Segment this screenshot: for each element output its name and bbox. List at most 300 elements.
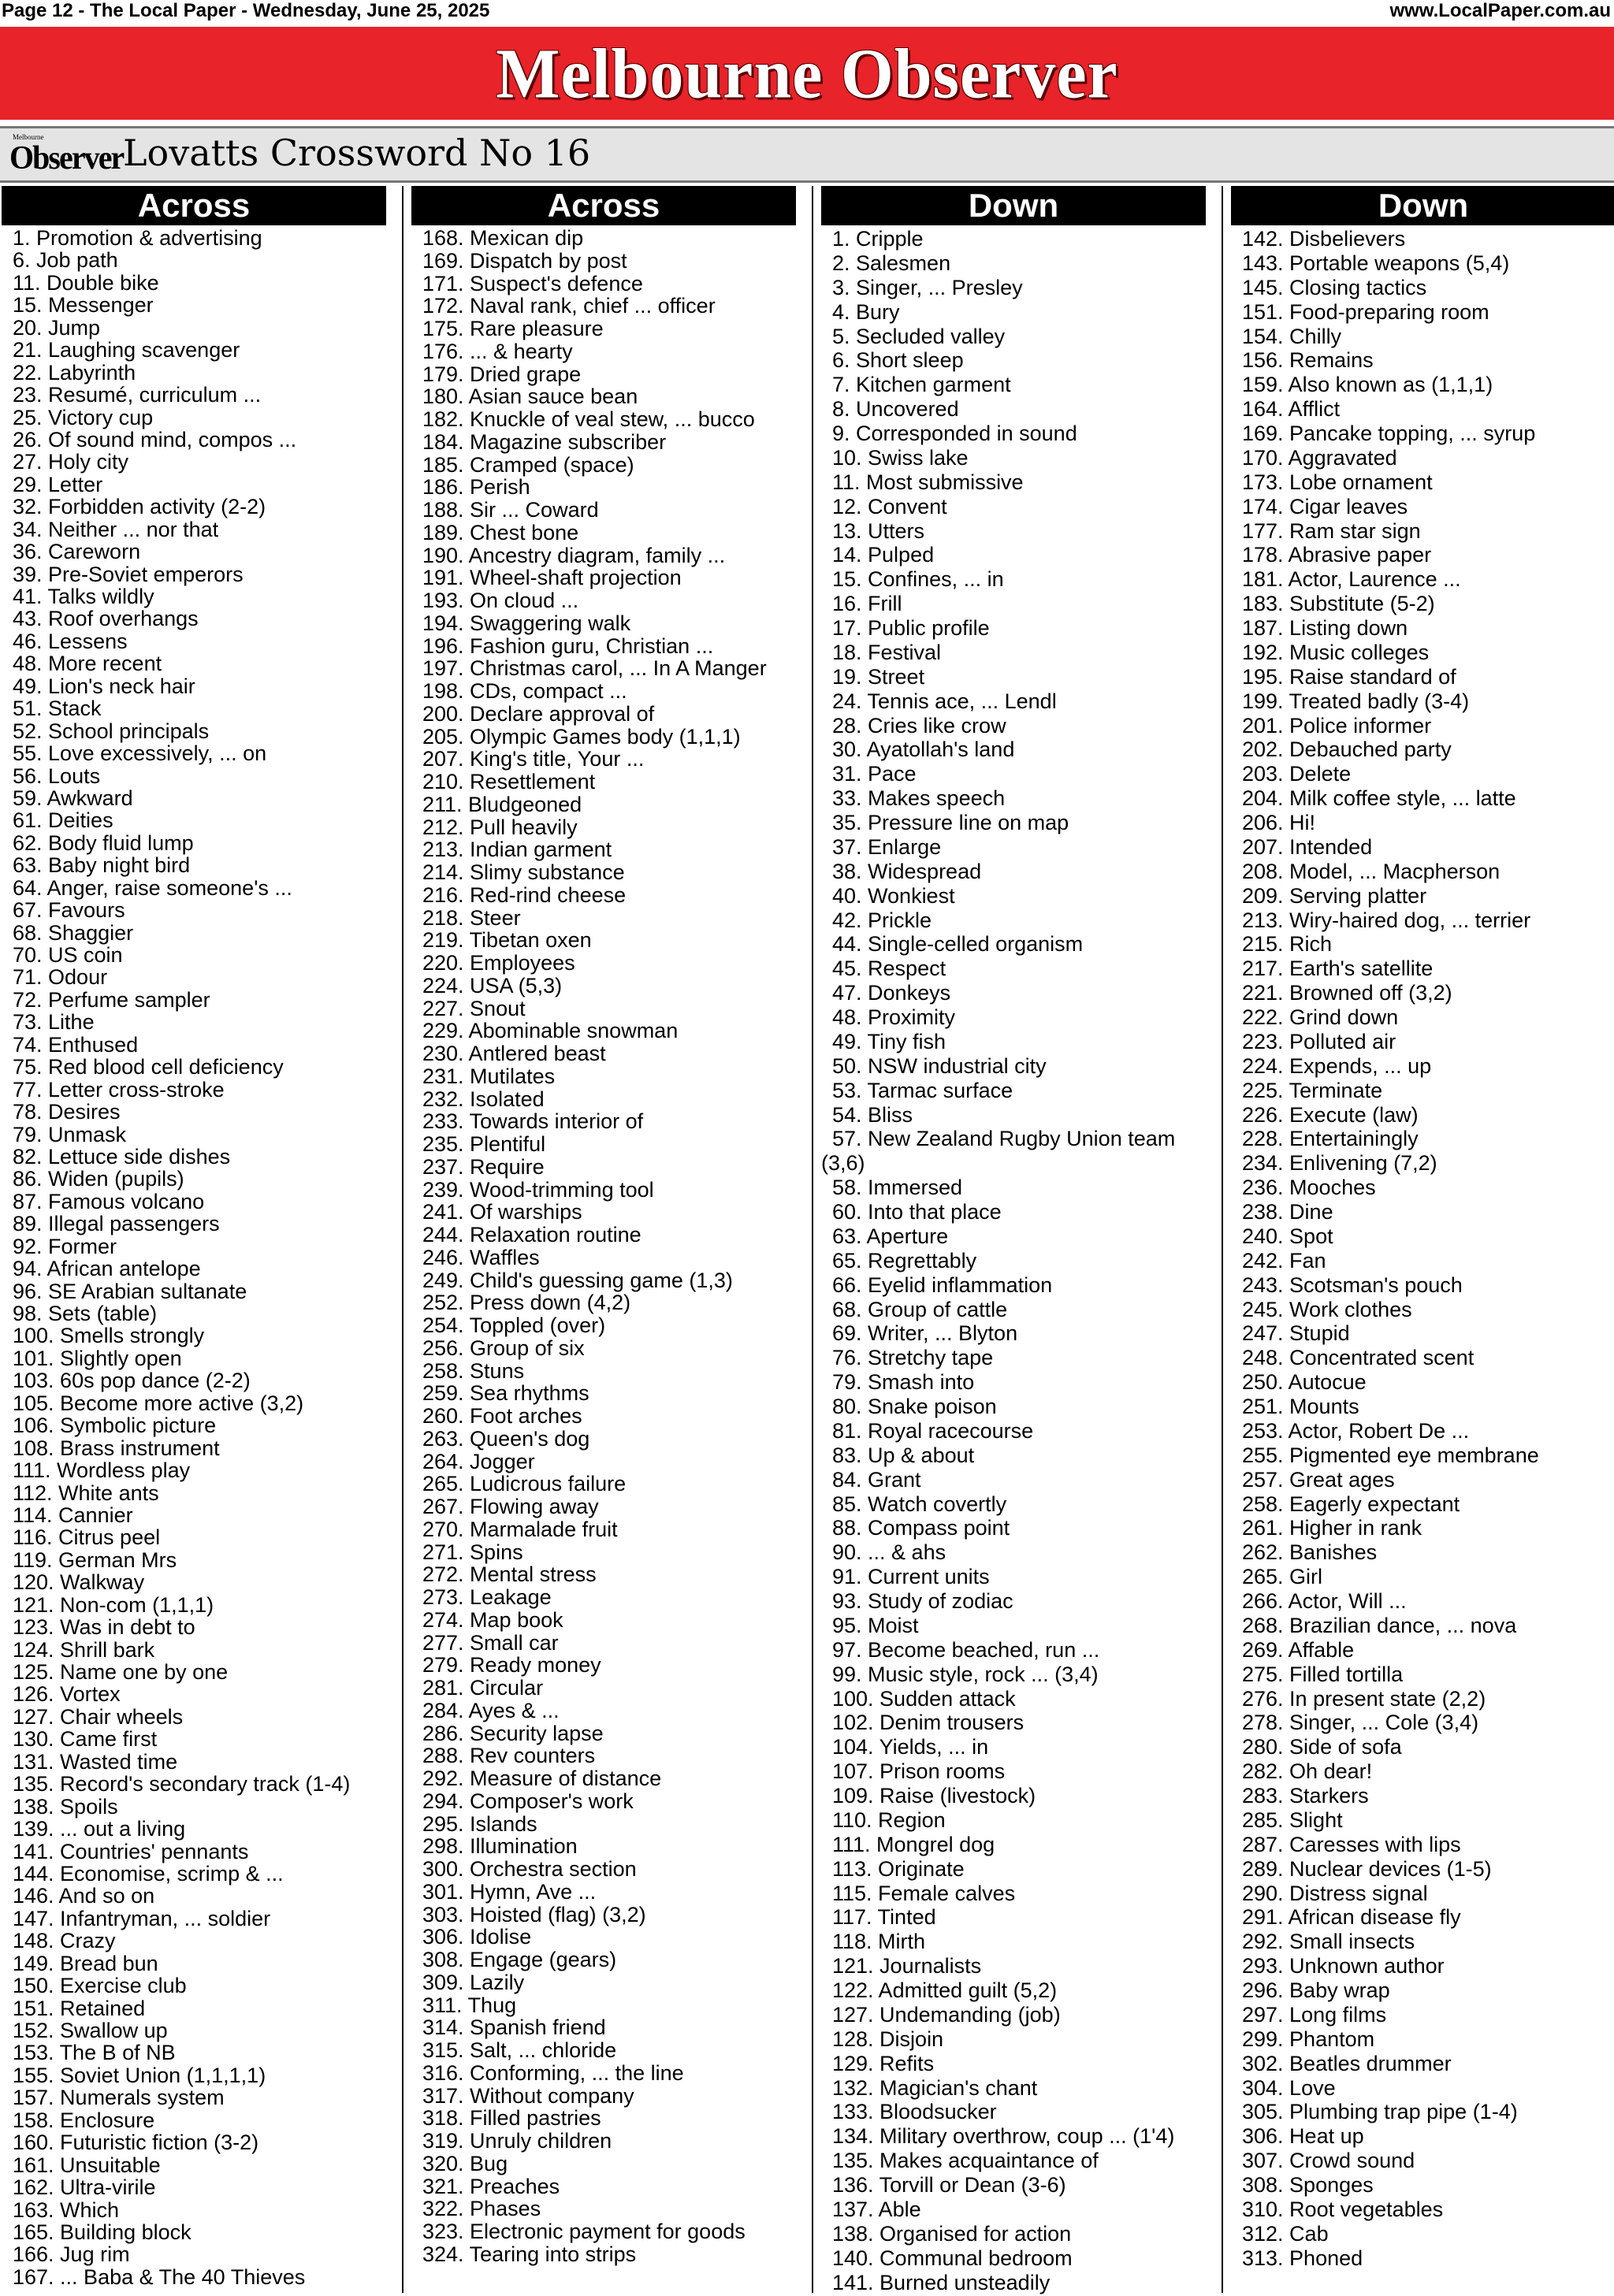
clue-item: 164. Afflict (1242, 397, 1341, 422)
clue-item: 174. Cigar leaves (1242, 494, 1408, 518)
clue-item: 66. Eyelid inflammation (832, 1272, 1053, 1297)
clue-item: 120. Walkway (13, 1570, 145, 1595)
clue-item: 127. Chair wheels (13, 1704, 184, 1729)
clue-item: 238. Dine (1242, 1200, 1333, 1224)
clue-item: 49. Lion's neck hair (13, 674, 195, 698)
clue-item: 274. Map book (422, 1607, 563, 1632)
clue-item: 93. Study of zodiac (832, 1589, 1013, 1613)
clue-item: 82. Lettuce side dishes (13, 1144, 231, 1168)
clue-item: 132. Magician's chant (832, 2075, 1038, 2100)
clue-item: 308. Engage (gears) (422, 1948, 617, 1971)
clue-item: 152. Swallow up (13, 2019, 168, 2042)
clue-item: 83. Up & about (832, 1443, 975, 1467)
clue-item: 115. Female calves (832, 1881, 1016, 1905)
clue-item: 106. Symbolic picture (13, 1414, 217, 1438)
clue-item: 170. Aggravated (1242, 445, 1397, 470)
clue-item: 187. Listing down (1242, 616, 1408, 640)
clue-item: 291. African disease fly (1242, 1905, 1461, 1930)
clue-item: 283. Starkers (1242, 1784, 1369, 1807)
clue-item: 316. Conforming, ... the line (422, 2060, 684, 2085)
clue-item: 44. Single-celled organism (832, 932, 1084, 957)
clue-item: 284. Ayes & ... (422, 1698, 560, 1722)
clue-item: 206. Hi! (1242, 811, 1316, 834)
clue-item: 176. ... & hearty (422, 339, 573, 363)
clue-item: 111. Wordless play (13, 1458, 191, 1483)
clue-item: 232. Isolated (422, 1087, 545, 1111)
clue-item: 21. Laughing scavenger (13, 338, 240, 362)
clue-list (1231, 227, 1614, 2271)
clue-item: 259. Sea rhythms (422, 1381, 589, 1406)
clue-item: 20. Jump (13, 315, 101, 340)
clue-item: 275. Filled tortilla (1242, 1662, 1404, 1686)
clue-item: 30. Ayatollah's land (832, 737, 1015, 762)
clue-item: 303. Hoisted (flag) (3,2) (422, 1902, 646, 1926)
clue-item: 15. Messenger (13, 293, 154, 318)
clue-item: 299. Phantom (1242, 2027, 1375, 2051)
clue-item: 317. Without company (422, 2083, 634, 2108)
clue-item: 65. Regrettably (832, 1248, 977, 1272)
clue-item: 112. White ants (13, 1481, 159, 1505)
clue-item: 109. Raise (livestock) (832, 1784, 1036, 1807)
clue-item: 282. Oh dear! (1242, 1759, 1373, 1784)
clue-item: 15. Confines, ... in (832, 567, 1004, 592)
clue-item: 57. New Zealand Rugby Union team (832, 1127, 1176, 1151)
clue-item: 213. Indian garment (422, 838, 612, 862)
clue-item: 285. Slight (1242, 1807, 1343, 1832)
clue-item: 293. Unknown author (1242, 1954, 1445, 1978)
clue-item: 153. The B of NB (13, 2041, 176, 2065)
clue-item: 52. School principals (13, 719, 210, 743)
clue-item: 61. Deities (13, 808, 113, 833)
column-divider (1222, 186, 1223, 2293)
clue-item: 41. Talks wildly (13, 585, 154, 608)
clue-item: 149. Bread bun (13, 1951, 158, 1975)
clue-item: 12. Convent (832, 494, 947, 518)
clue-item: 150. Exercise club (13, 1974, 187, 1998)
clue-item: 258. Stuns (422, 1358, 525, 1383)
clue-item: 22. Labyrinth (13, 360, 136, 385)
clue-item: 196. Fashion guru, Christian ... (422, 633, 714, 658)
clue-item: 140. Communal bedroom (832, 2246, 1073, 2270)
clue-item: 296. Baby wrap (1242, 1978, 1390, 2002)
clue-item: 213. Wiry-haired dog, ... terrier (1242, 908, 1531, 932)
clue-item: 25. Victory cup (13, 405, 154, 429)
clue-item: 214. Slimy substance (422, 860, 625, 884)
clue-item: 73. Lithe (13, 1010, 95, 1035)
clue-item: 183. Substitute (5-2) (1242, 592, 1435, 616)
clue-item: 125. Name one by one (13, 1660, 229, 1684)
clue-item: 137. Able (832, 2197, 921, 2221)
clue-item: 171. Suspect's defence (422, 271, 643, 295)
clue-item: 209. Serving platter (1242, 883, 1427, 908)
clue-item: 110. Region (832, 1807, 946, 1832)
clue-item: 26. Of sound mind, compos ... (13, 427, 297, 451)
clue-item: 217. Earth's satellite (1242, 957, 1434, 981)
clue-item: 89. Illegal passengers (13, 1212, 220, 1236)
clue-item: 104. Yields, ... in (832, 1735, 989, 1759)
page-header-bar (0, 0, 1614, 24)
clue-item: 253. Actor, Robert De ... (1242, 1418, 1470, 1443)
clue-item: 138. Spoils (13, 1794, 118, 1819)
clue-item: 138. Organised for action (832, 2221, 1072, 2246)
clue-item: 190. Ancestry diagram, family ... (422, 543, 726, 567)
clue-column-across-2 (411, 186, 796, 2266)
clue-item: 216. Red-rind cheese (422, 882, 627, 907)
clue-item: 294. Composer's work (422, 1789, 634, 1813)
clue-item: 86. Widen (pupils) (13, 1167, 184, 1191)
masthead (0, 27, 1614, 120)
clue-item: 71. Odour (13, 965, 108, 990)
clue-item: 260. Foot arches (422, 1404, 582, 1428)
clue-item: 55. Love excessively, ... on (13, 741, 267, 766)
clue-item: 295. Islands (422, 1811, 537, 1836)
clue-item: 163. Which (13, 2198, 120, 2222)
clue-item: 324. Tearing into strips (422, 2242, 637, 2266)
clue-item: 264. Jogger (422, 1449, 535, 1473)
clue-item: 280. Side of sofa (1242, 1735, 1402, 1759)
clue-item: 148. Crazy (13, 1929, 116, 1953)
clue-item: 308. Sponges (1242, 2173, 1374, 2197)
clue-item: 233. Towards interior of (422, 1109, 644, 1134)
clue-item: 100. Smells strongly (13, 1324, 205, 1348)
clue-item: 151. Retained (13, 1996, 146, 2020)
clue-item: 91. Current units (832, 1565, 990, 1589)
clue-item: 131. Wasted time (13, 1749, 178, 1774)
clue-item: 108. Brass instrument (13, 1436, 220, 1460)
clue-item: 237. Require (422, 1154, 545, 1179)
clue-item: 145. Closing tactics (1242, 275, 1427, 299)
column-heading: Down (1231, 186, 1614, 225)
clue-item: 126. Vortex (13, 1682, 121, 1707)
clue-item: 175. Rare pleasure (422, 317, 604, 340)
clue-item: 188. Sir ... Coward (422, 498, 599, 522)
clue-item: 289. Nuclear devices (1-5) (1242, 1856, 1492, 1881)
clue-item: 135. Makes acquaintance of (832, 2149, 1099, 2173)
clue-item: 1. Cripple (832, 227, 924, 251)
clue-item: 277. Small car (422, 1630, 559, 1655)
clue-item: 37. Enlarge (832, 834, 942, 859)
clue-item: 286. Security lapse (422, 1721, 604, 1745)
clue-item: 211. Bludgeoned (422, 792, 582, 816)
clue-item: 208. Model, ... Macpherson (1242, 859, 1501, 883)
clue-item: 254. Toppled (over) (422, 1313, 606, 1337)
clue-item: 300. Orchestra section (422, 1857, 637, 1881)
clue-item: 168. Mexican dip (422, 226, 584, 250)
clue-item: 14. Pulped (832, 543, 935, 567)
clue-item: 244. Relaxation routine (422, 1223, 642, 1246)
clue-item: 35. Pressure line on map (832, 811, 1069, 834)
clue-item: 69. Writer, ... Blyton (832, 1321, 1018, 1346)
clue-item: 257. Great ages (1242, 1467, 1395, 1492)
column-divider (402, 186, 404, 2293)
clue-item: 146. And so on (13, 1884, 155, 1908)
clue-item: 221. Browned off (3,2) (1242, 981, 1452, 1005)
clue-item: 75. Red blood cell deficiency (13, 1055, 284, 1079)
clue-item: 265. Ludicrous failure (422, 1472, 627, 1496)
clue-item: 141. Burned unsteadily (832, 2270, 1051, 2294)
clue-item: 159. Also known as (1,1,1) (1242, 373, 1493, 397)
clue-item: 28. Cries like crow (832, 713, 1006, 737)
clue-item: 169. Dispatch by post (422, 248, 627, 273)
clue-item: 242. Fan (1242, 1248, 1326, 1272)
masthead-title: Melbourne Observer (496, 33, 1118, 113)
clue-item: 135. Record's secondary track (1-4) (13, 1772, 351, 1796)
clue-item: 247. Stupid (1242, 1321, 1350, 1346)
clue-item: 256. Group of six (422, 1336, 585, 1360)
clue-item: 68. Shaggier (13, 920, 134, 945)
clue-item: 34. Neither ... nor that (13, 517, 219, 541)
clue-item: 142. Disbelievers (1242, 227, 1406, 251)
clue-item: 279. Ready money (422, 1653, 601, 1677)
clue-item: 40. Wonkiest (832, 883, 955, 908)
clue-item: 167. ... Baba & The 40 Thieves (13, 2264, 306, 2289)
clue-item: 27. Holy city (13, 450, 129, 474)
clue-item: 130. Came first (13, 1727, 158, 1752)
clue-item: 309. Lazily (422, 1970, 525, 1994)
clue-item: 4. Bury (832, 299, 900, 324)
clue-item: 246. Waffles (422, 1245, 540, 1269)
clue-item: 31. Pace (832, 762, 917, 786)
observer-logo (8, 133, 124, 176)
clue-item: 313. Phoned (1242, 2246, 1363, 2270)
puzzle-header (0, 126, 1614, 183)
clue-item: 271. Spins (422, 1540, 523, 1564)
clue-item: 180. Asian sauce bean (422, 385, 638, 409)
clue-item: 139. ... out a living (13, 1817, 186, 1841)
clue-list (411, 227, 796, 2266)
clue-item: 74. Enthused (13, 1032, 139, 1057)
clue-item: 306. Heat up (1242, 2124, 1364, 2149)
clue-item: 210. Resettlement (422, 770, 596, 793)
clue-item: 80. Snake poison (832, 1395, 997, 1418)
clue-item: 141. Countries' pennants (13, 1839, 249, 1863)
clue-item: 157. Numerals system (13, 2086, 225, 2110)
clue-item: 114. Cannier (13, 1503, 133, 1527)
clue-item: 63. Aperture (832, 1224, 949, 1248)
clue-item: 228. Entertainingly (1242, 1127, 1419, 1151)
clue-item: 304. Love (1242, 2075, 1336, 2100)
clue-item: 36. Careworn (13, 540, 141, 564)
clue-item: 19. Street (832, 664, 925, 689)
clue-item: 151. Food-preparing room (1242, 299, 1489, 324)
clue-item: 18. Festival (832, 640, 942, 664)
clue-item: 11. Double bike (13, 270, 159, 295)
clue-item: 265. Girl (1242, 1565, 1323, 1589)
clue-item: 117. Tinted (832, 1905, 936, 1930)
clue-item: 62. Body fluid lump (13, 830, 194, 855)
clue-item: 155. Soviet Union (1,1,1,1) (13, 2063, 266, 2087)
clue-item: (3,6) (821, 1151, 865, 1176)
clue-item: 116. Citrus peel (13, 1525, 161, 1550)
clue-item: 79. Smash into (832, 1370, 975, 1395)
clue-item: 182. Knuckle of veal stew, ... bucco (422, 407, 755, 431)
clue-item: 119. German Mrs (13, 1547, 177, 1572)
clue-item: 192. Music colleges (1242, 640, 1430, 664)
column-heading: Across (2, 186, 386, 225)
clue-item: 97. Become beached, run ... (832, 1637, 1100, 1662)
clue-item: 186. Perish (422, 475, 530, 500)
clue-item: 23. Resumé, curriculum ... (13, 383, 262, 407)
column-heading: Across (411, 186, 796, 225)
clue-item: 78. Desires (13, 1100, 121, 1124)
clue-item: 128. Disjoin (832, 2027, 944, 2051)
clue-item: 127. Undemanding (job) (832, 2002, 1061, 2027)
clue-item: 195. Raise standard of (1242, 664, 1456, 689)
clue-item: 165. Building block (13, 2220, 192, 2244)
clue-item: 231. Mutilates (422, 1064, 556, 1088)
clue-item: 307. Crowd sound (1242, 2149, 1415, 2173)
clue-item: 161. Unsuitable (13, 2153, 161, 2177)
clue-item: 13. Utters (832, 518, 925, 543)
clue-item: 24. Tennis ace, ... Lendl (832, 689, 1057, 713)
logo-text: Observer (9, 140, 124, 176)
clue-item: 107. Prison rooms (832, 1759, 1006, 1784)
clue-item: 185. Cramped (space) (422, 452, 634, 477)
clue-item: 287. Caresses with lips (1242, 1832, 1461, 1856)
clue-item: 318. Filled pastries (422, 2106, 601, 2131)
clue-item: 258. Eagerly expectant (1242, 1492, 1460, 1516)
clue-item: 179. Dried grape (422, 362, 582, 386)
clue-item: 218. Steer (422, 905, 521, 930)
clue-item: 162. Ultra-virile (13, 2175, 156, 2200)
clue-item: 29. Letter (13, 472, 103, 496)
clue-item: 250. Autocue (1242, 1370, 1367, 1395)
clue-item: 263. Queen's dog (422, 1426, 590, 1451)
clue-item: 51. Stack (13, 697, 102, 721)
clue-item: 56. Louts (13, 763, 101, 788)
clue-item: 224. Expends, ... up (1242, 1053, 1432, 1078)
clue-item: 45. Respect (832, 957, 946, 981)
clue-item: 42. Prickle (832, 908, 932, 932)
clue-item: 59. Awkward (13, 786, 133, 810)
clue-item: 276. In present state (2,2) (1242, 1686, 1486, 1711)
clue-item: 76. Stretchy tape (832, 1346, 994, 1370)
clue-item: 227. Snout (422, 996, 526, 1020)
clue-item: 323. Electronic payment for goods (422, 2220, 746, 2243)
clue-item: 273. Leakage (422, 1585, 552, 1609)
clue-item: 191. Wheel-shaft projection (422, 566, 682, 590)
clue-item: 243. Scotsman's pouch (1242, 1272, 1463, 1297)
clue-item: 118. Mirth (832, 1930, 926, 1954)
clue-item: 64. Anger, raise someone's ... (13, 875, 292, 900)
clue-item: 67. Favours (13, 898, 125, 923)
clue-item: 99. Music style, rock ... (3,4) (832, 1662, 1099, 1686)
page-info: Page 12 - The Local Paper - Wednesday, June 25, 2025 (2, 0, 490, 21)
clue-item: 49. Tiny fish (832, 1029, 946, 1053)
clue-item: 154. Chilly (1242, 324, 1342, 348)
clue-item: 219. Tibetan oxen (422, 928, 592, 953)
clue-item: 292. Small insects (1242, 1930, 1415, 1954)
clue-item: 160. Futuristic fiction (3-2) (13, 2131, 259, 2155)
clue-item: 322. Phases (422, 2197, 541, 2221)
clue-item: 39. Pre-Soviet emperors (13, 562, 244, 586)
clue-item: 177. Ram star sign (1242, 518, 1421, 543)
clue-item: 290. Distress signal (1242, 1881, 1428, 1905)
clue-item: 240. Spot (1242, 1224, 1333, 1248)
clue-item: 98. Sets (table) (13, 1302, 158, 1325)
clue-list (2, 227, 386, 2288)
clue-item: 262. Banishes (1242, 1540, 1378, 1565)
clue-item: 169. Pancake topping, ... syrup (1242, 422, 1536, 445)
clue-item: 193. On cloud ... (422, 589, 579, 612)
clue-item: 266. Actor, Will ... (1242, 1589, 1407, 1613)
clue-item: 105. Become more active (3,2) (13, 1391, 304, 1415)
clue-item: 184. Magazine subscriber (422, 429, 667, 454)
clue-item: 48. Proximity (832, 1005, 956, 1029)
clue-item: 68. Group of cattle (832, 1297, 1008, 1321)
clue-item: 53. Tarmac surface (832, 1078, 1013, 1102)
clue-item: 281. Circular (422, 1676, 544, 1700)
clue-column-down-1 (821, 186, 1206, 2294)
clue-item: 236. Mooches (1242, 1176, 1376, 1200)
clue-item: 84. Grant (832, 1467, 921, 1492)
clue-item: 47. Donkeys (832, 981, 951, 1005)
clue-item: 6. Job path (13, 248, 118, 273)
website-link[interactable]: www.LocalPaper.com.au (1389, 0, 1611, 21)
clue-item: 158. Enclosure (13, 2108, 155, 2132)
clue-item: 306. Idolise (422, 1925, 532, 1949)
clue-item: 111. Mongrel dog (832, 1832, 995, 1856)
clue-item: 207. Intended (1242, 834, 1373, 859)
clue-item: 178. Abrasive paper (1242, 543, 1432, 567)
clue-item: 301. Hymn, Ave ... (422, 1879, 597, 1904)
clue-item: 6. Short sleep (832, 348, 964, 373)
clue-item: 9. Corresponded in sound (832, 422, 1077, 445)
clue-column-across-1 (2, 186, 386, 2288)
clue-item: 230. Antlered beast (422, 1042, 606, 1065)
logo-small-text: Melbourne (13, 133, 44, 141)
clue-item: 88. Compass point (832, 1516, 1010, 1540)
clue-item: 248. Concentrated scent (1242, 1346, 1475, 1370)
clue-item: 215. Rich (1242, 932, 1333, 957)
clue-item: 207. King's title, Your ... (422, 747, 645, 771)
column-divider (812, 186, 813, 2293)
clue-item: 54. Bliss (832, 1102, 913, 1127)
clue-item: 94. African antelope (13, 1257, 201, 1281)
clue-item: 302. Beatles drummer (1242, 2051, 1452, 2075)
clue-item: 223. Polluted air (1242, 1029, 1396, 1053)
clue-item: 90. ... & ahs (832, 1540, 946, 1565)
clue-item: 16. Frill (832, 592, 902, 616)
clue-item: 269. Affable (1242, 1637, 1355, 1662)
clue-item: 136. Torvill or Dean (3-6) (832, 2173, 1066, 2197)
puzzle-title: Lovatts Crossword No 16 (123, 132, 591, 174)
clue-item: 70. US coin (13, 943, 123, 967)
clue-item: 203. Delete (1242, 762, 1352, 786)
clue-item: 297. Long films (1242, 2002, 1387, 2027)
clue-item: 123. Was in debt to (13, 1615, 195, 1640)
clue-item: 229. Abominable snowman (422, 1019, 679, 1043)
clue-item: 239. Wood-trimming tool (422, 1177, 654, 1202)
clue-item: 100. Sudden attack (832, 1686, 1016, 1711)
clue-item: 173. Lobe ornament (1242, 470, 1433, 494)
clue-item: 321. Preaches (422, 2174, 560, 2198)
clue-item: 77. Letter cross-stroke (13, 1077, 225, 1102)
clue-item: 133. Bloodsucker (832, 2100, 997, 2124)
clue-item: 278. Singer, ... Cole (3,4) (1242, 1711, 1479, 1735)
clue-item: 181. Actor, Laurence ... (1242, 567, 1461, 592)
clue-item: 121. Journalists (832, 1954, 982, 1978)
clue-item: 96. SE Arabian sultanate (13, 1279, 247, 1303)
clue-item: 249. Child's guessing game (1,3) (422, 1268, 733, 1292)
clue-item: 8. Uncovered (832, 397, 959, 422)
clue-item: 10. Swiss lake (832, 445, 969, 470)
clue-item: 319. Unruly children (422, 2129, 612, 2153)
clue-item: 194. Swaggering walk (422, 611, 631, 635)
clue-item: 298. Illumination (422, 1834, 578, 1859)
clue-item: 225. Terminate (1242, 1078, 1383, 1102)
clue-item: 234. Enlivening (7,2) (1242, 1151, 1437, 1176)
